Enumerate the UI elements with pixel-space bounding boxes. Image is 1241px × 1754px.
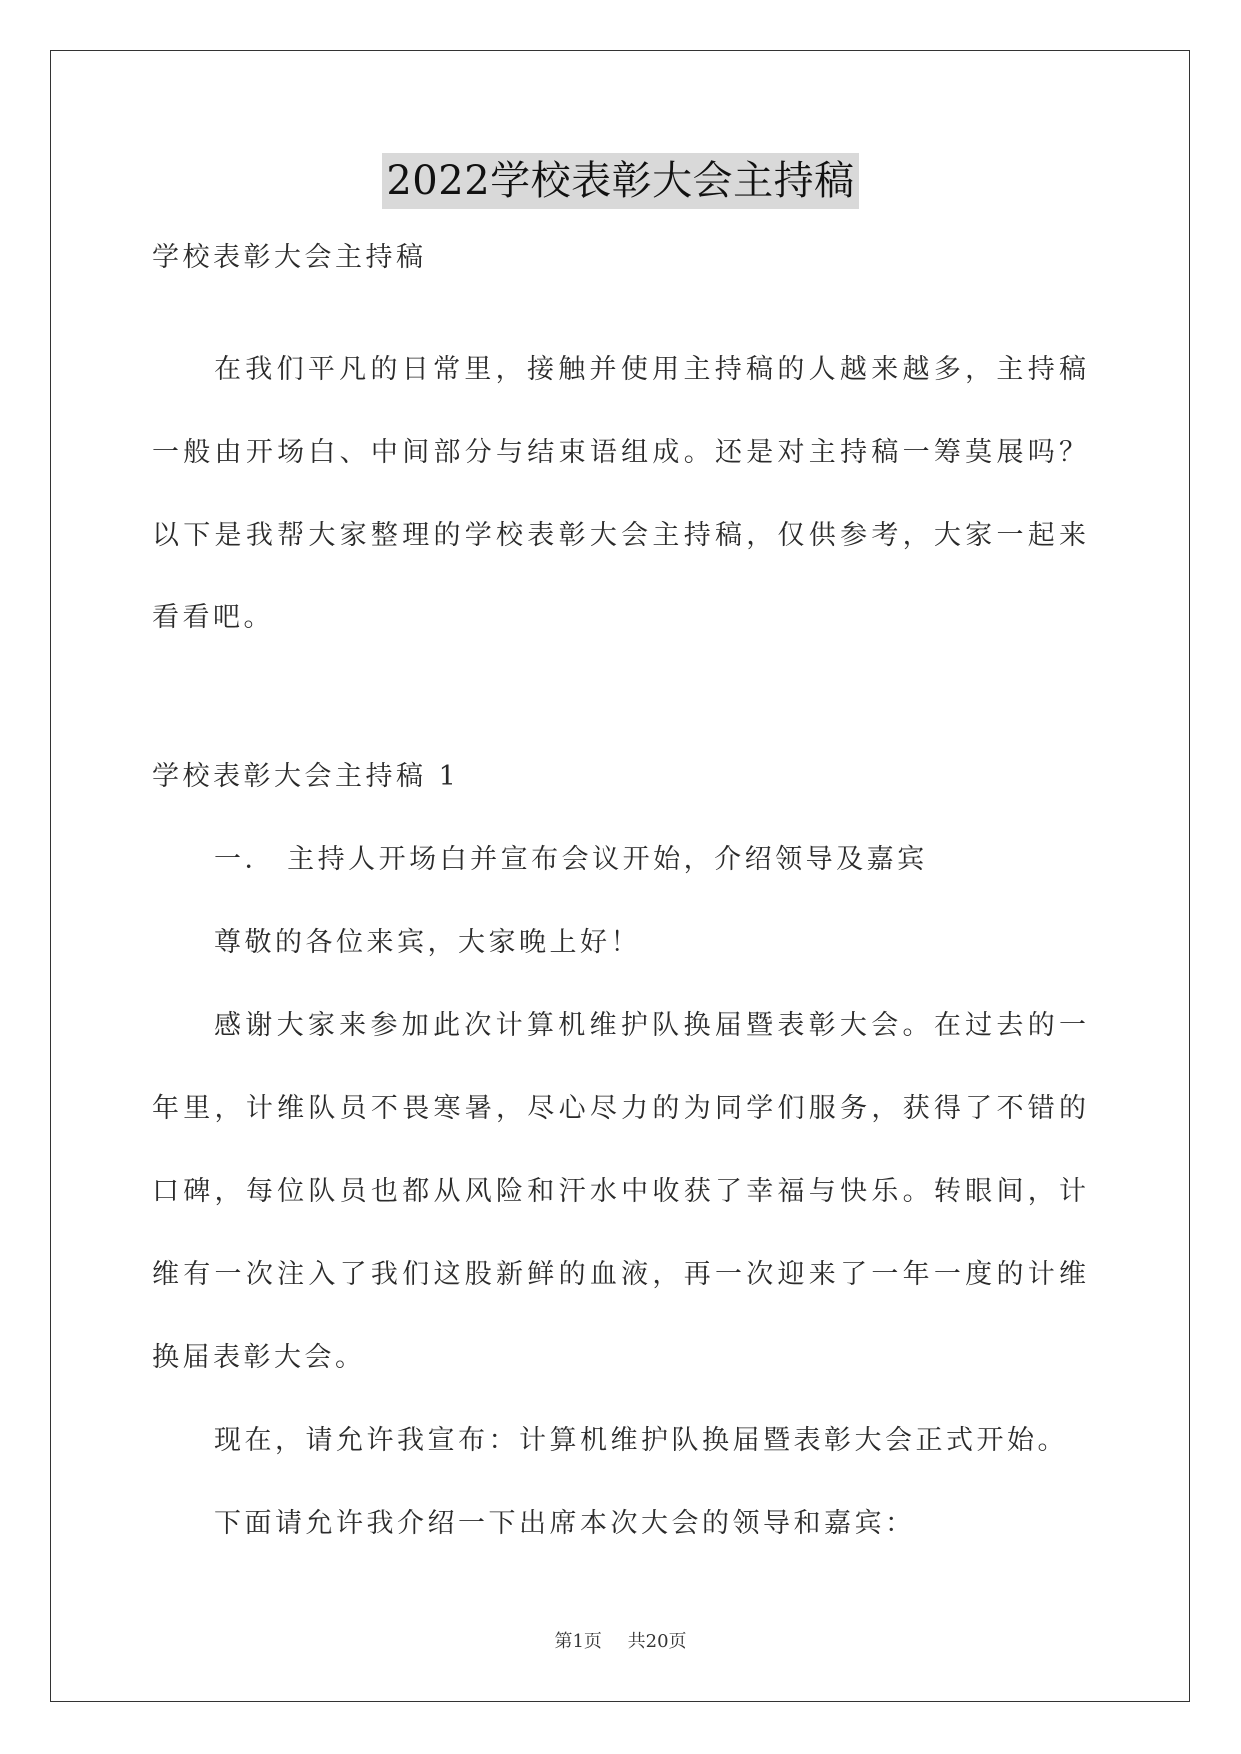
thanks-line: 年里，计维队员不畏寒暑，尽心尽力的为同学们服务，获得了不错的 bbox=[152, 1093, 1088, 1124]
thanks-line: 换届表彰大会。 bbox=[152, 1342, 366, 1373]
intro-line: 以下是我帮大家整理的学校表彰大会主持稿，仅供参考，大家一起来 bbox=[152, 520, 1088, 551]
greeting-line: 尊敬的各位来宾，大家晚上好！ bbox=[214, 927, 641, 958]
page-number: 第1页 bbox=[554, 1631, 602, 1652]
thanks-line: 口碑，每位队员也都从风险和汗水中收获了幸福与快乐。转眼间，计 bbox=[152, 1176, 1088, 1207]
section-heading: 学校表彰大会主持稿 1 bbox=[152, 761, 460, 792]
intro-line: 看看吧。 bbox=[152, 602, 274, 633]
intro-line: 在我们平凡的日常里，接触并使用主持稿的人越来越多，主持稿 bbox=[214, 354, 1088, 385]
thanks-line: 维有一次注入了我们这股新鲜的血液，再一次迎来了一年一度的计维 bbox=[152, 1259, 1088, 1290]
intro-line: 一般由开场白、中间部分与结束语组成。还是对主持稿一筹莫展吗？ bbox=[152, 437, 1088, 468]
thanks-line: 感谢大家来参加此次计算机维护队换届暨表彰大会。在过去的一 bbox=[214, 1010, 1088, 1041]
document-subtitle: 学校表彰大会主持稿 bbox=[152, 242, 427, 273]
document-title: 2022学校表彰大会主持稿 bbox=[382, 153, 858, 209]
page-footer bbox=[0, 1627, 1241, 1653]
announce-line: 现在，请允许我宣布：计算机维护队换届暨表彰大会正式开始。 bbox=[214, 1425, 1068, 1456]
introduce-line: 下面请允许我介绍一下出席本次大会的领导和嘉宾： bbox=[214, 1508, 916, 1539]
agenda-item-one: 一． 主持人开场白并宣布会议开始，介绍领导及嘉宾 bbox=[214, 844, 928, 875]
page-total: 共20页 bbox=[627, 1631, 687, 1652]
title-container bbox=[0, 153, 1241, 209]
